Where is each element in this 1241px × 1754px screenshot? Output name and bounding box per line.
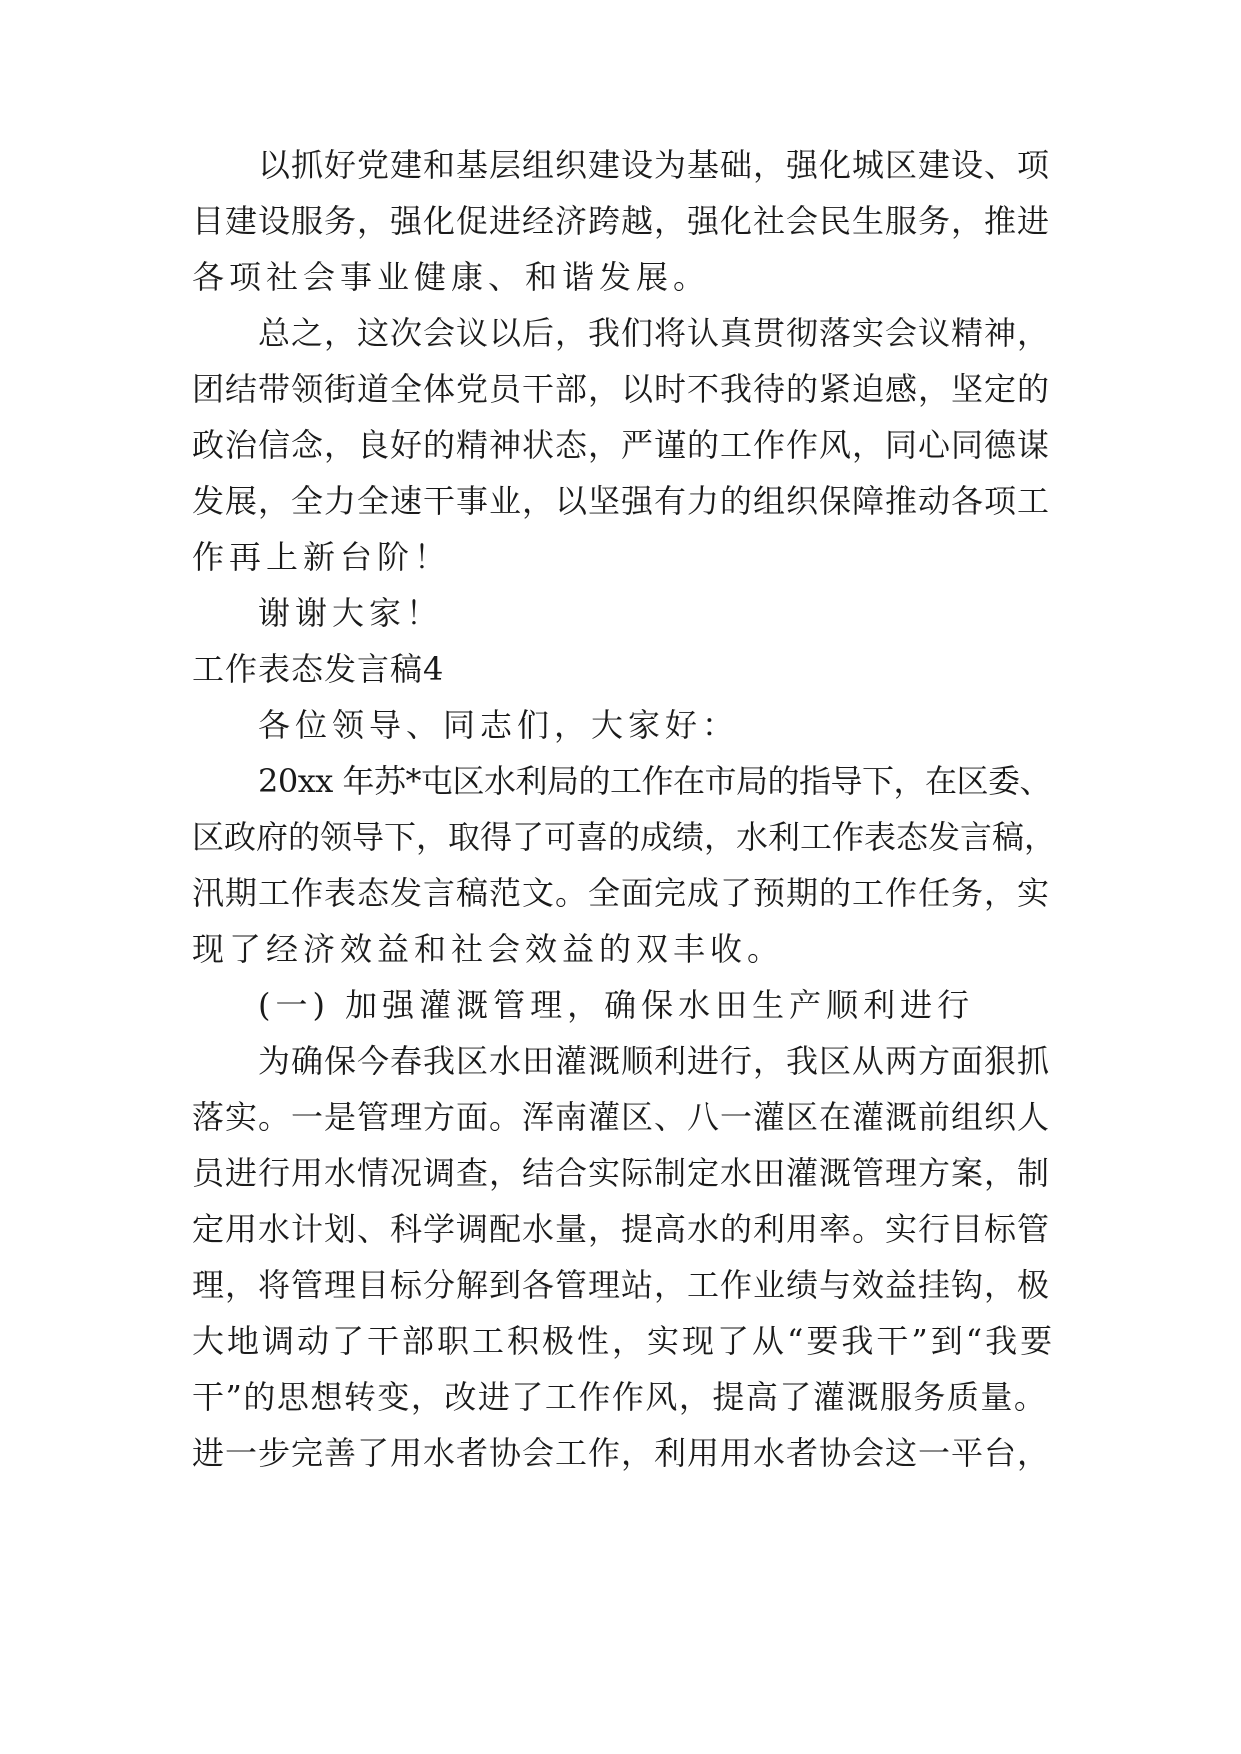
greeting-line: 各位领导、同志们，大家好： bbox=[258, 706, 740, 744]
paragraph-line: 汛期工作表态发言稿范文。全面完成了预期的工作任务，实 bbox=[192, 874, 1051, 912]
subsection-heading: (一) 加强灌溉管理，确保水田生产顺利进行 bbox=[258, 986, 975, 1024]
paragraph-line: 员进行用水情况调查，结合实际制定水田灌溉管理方案，制 bbox=[192, 1154, 1051, 1192]
paragraph-line: 大地调动了干部职工积极性，实现了从“要我干”到“我要 bbox=[192, 1322, 1056, 1360]
paragraph-line: 目建设服务，强化促进经济跨越，强化社会民生服务，推进 bbox=[192, 202, 1051, 240]
paragraph-line: 理，将管理目标分解到各管理站，工作业绩与效益挂钩，极 bbox=[192, 1266, 1051, 1304]
paragraph-line: 现了经济效益和社会效益的双丰收。 bbox=[192, 930, 785, 968]
paragraph-line: 政治信念，良好的精神状态，严谨的工作作风，同心同德谋 bbox=[192, 426, 1051, 464]
paragraph-line: 20xx 年苏*屯区水利局的工作在市局的指导下，在区委、 bbox=[258, 762, 1051, 800]
paragraph-line: 进一步完善了用水者协会工作，利用用水者协会这一平台， bbox=[192, 1434, 1051, 1472]
paragraph-line: 以抓好党建和基层组织建设为基础，强化城区建设、项 bbox=[258, 146, 1051, 184]
paragraph-line: 总之，这次会议以后，我们将认真贯彻落实会议精神， bbox=[258, 314, 1051, 352]
paragraph-line: 团结带领街道全体党员干部，以时不我待的紧迫感，坚定的 bbox=[192, 370, 1051, 408]
section-title: 工作表态发言稿4 bbox=[192, 650, 445, 688]
paragraph-line: 定用水计划、科学调配水量，提高水的利用率。实行目标管 bbox=[192, 1210, 1051, 1248]
paragraph-line: 作再上新台阶！ bbox=[192, 538, 452, 576]
paragraph-line: 为确保今春我区水田灌溉顺利进行，我区从两方面狠抓 bbox=[258, 1042, 1051, 1080]
paragraph-line: 落实。一是管理方面。浑南灌区、八一灌区在灌溉前组织人 bbox=[192, 1098, 1051, 1136]
paragraph-line: 各项社会事业健康、和谐发展。 bbox=[192, 258, 711, 296]
paragraph-line: 区政府的领导下，取得了可喜的成绩，水利工作表态发言稿， bbox=[192, 818, 1057, 856]
paragraph-line: 干”的思想转变，改进了工作作风，提高了灌溉服务质量。 bbox=[192, 1378, 1048, 1416]
paragraph-line: 发展，全力全速干事业，以坚强有力的组织保障推动各项工 bbox=[192, 482, 1051, 520]
paragraph-line: 谢谢大家！ bbox=[258, 594, 444, 632]
